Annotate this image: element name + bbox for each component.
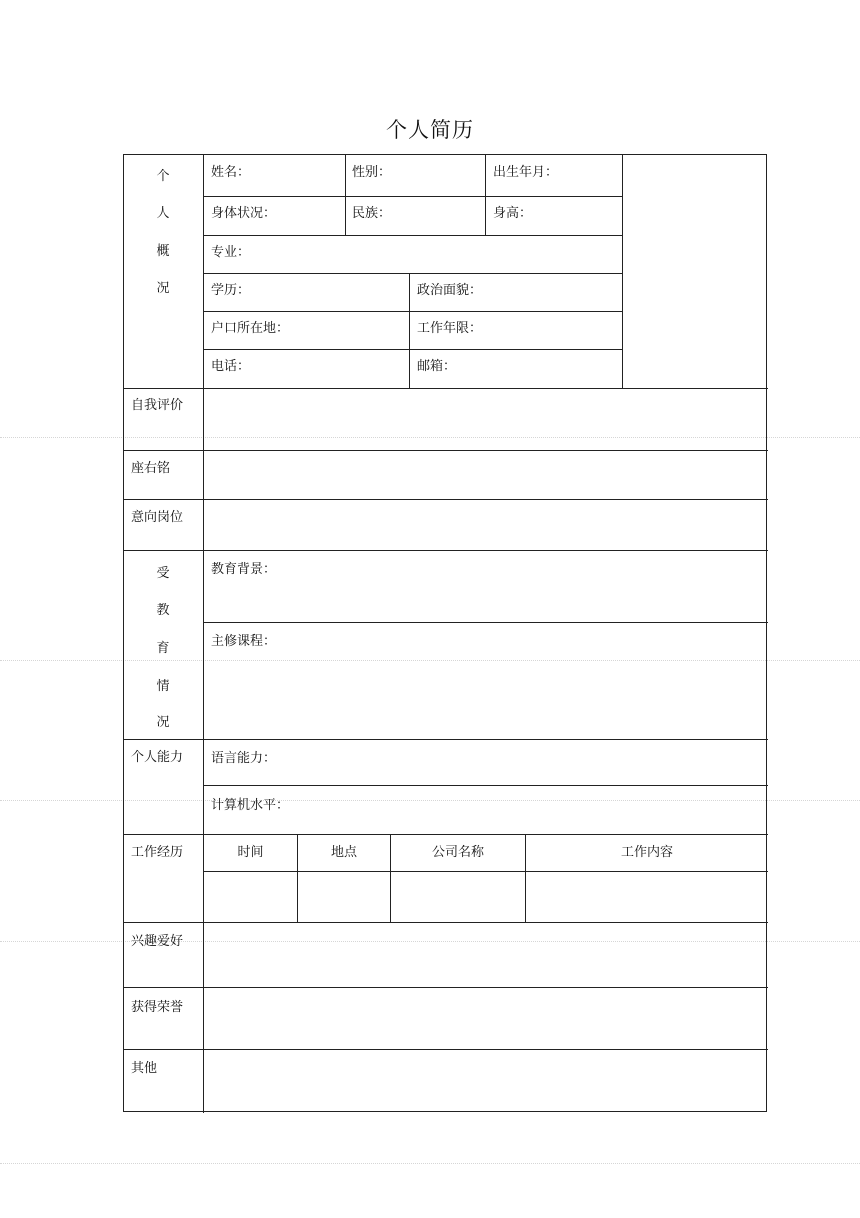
section-char: 受 <box>156 566 170 581</box>
section-divider <box>124 739 768 740</box>
section-char: 情 <box>156 679 170 694</box>
resume-form <box>123 154 767 1112</box>
section-char: 概 <box>156 244 170 259</box>
field-language[interactable]: 语言能力： <box>211 751 277 766</box>
row-divider <box>203 235 622 236</box>
field-health[interactable]: 身体状况： <box>211 206 277 221</box>
header-location: 地点 <box>330 845 357 860</box>
honors-label: 获得荣誉 <box>131 1000 184 1015</box>
section-divider <box>124 1049 768 1050</box>
hobbies-label: 兴趣爱好 <box>131 934 184 949</box>
section-divider <box>124 834 768 835</box>
other-label: 其他 <box>131 1061 158 1076</box>
page-title: 个人简历 <box>386 118 474 142</box>
field-ethnicity[interactable]: 民族： <box>352 206 392 221</box>
section-divider <box>124 922 768 923</box>
field-education-background[interactable]: 教育背景： <box>211 562 277 577</box>
abilities-label: 个人能力 <box>131 750 184 765</box>
section-char: 教 <box>156 603 170 618</box>
section-char: 个 <box>156 169 170 184</box>
row-divider <box>203 311 622 312</box>
row-divider <box>203 273 622 274</box>
section-divider <box>124 450 768 451</box>
field-major-courses[interactable]: 主修课程： <box>211 634 277 649</box>
work-experience-label: 工作经历 <box>131 845 184 860</box>
field-name[interactable]: 姓名： <box>211 165 251 180</box>
section-char: 育 <box>156 641 170 656</box>
cell-divider <box>345 155 346 235</box>
desired-position-label: 意向岗位 <box>131 510 184 525</box>
field-birth[interactable]: 出生年月： <box>493 165 559 180</box>
field-major[interactable]: 专业： <box>211 245 251 260</box>
field-gender[interactable]: 性别： <box>352 165 392 180</box>
field-height[interactable]: 身高： <box>493 206 533 221</box>
page-guide-line <box>0 1163 860 1164</box>
field-political-status[interactable]: 政治面貌： <box>417 283 483 298</box>
header-time: 时间 <box>237 845 264 860</box>
photo-column-divider <box>622 155 623 388</box>
section-divider <box>124 388 768 389</box>
field-work-years[interactable]: 工作年限： <box>417 321 483 336</box>
section-divider <box>124 987 768 988</box>
section-divider <box>124 499 768 500</box>
field-email[interactable]: 邮箱： <box>417 359 457 374</box>
field-phone[interactable]: 电话： <box>211 359 251 374</box>
section-char: 况 <box>156 715 170 730</box>
field-degree[interactable]: 学历： <box>211 283 251 298</box>
field-hukou[interactable]: 户口所在地： <box>211 321 290 336</box>
section-char: 况 <box>156 281 170 296</box>
motto-label: 座右铭 <box>131 461 171 476</box>
education-label <box>124 551 202 739</box>
cell-divider <box>485 155 486 235</box>
label-column-divider <box>203 155 204 1113</box>
row-divider <box>203 785 768 786</box>
row-divider <box>203 349 622 350</box>
section-char: 人 <box>156 206 170 221</box>
header-work-content: 工作内容 <box>620 845 673 860</box>
section-divider <box>124 550 768 551</box>
row-divider <box>203 871 768 872</box>
row-divider <box>203 622 768 623</box>
self-evaluation-label: 自我评价 <box>131 398 184 413</box>
row-divider <box>203 196 622 197</box>
field-computer[interactable]: 计算机水平： <box>211 798 290 813</box>
header-company: 公司名称 <box>431 845 484 860</box>
cell-divider <box>409 273 410 388</box>
personal-overview-label <box>124 155 202 388</box>
